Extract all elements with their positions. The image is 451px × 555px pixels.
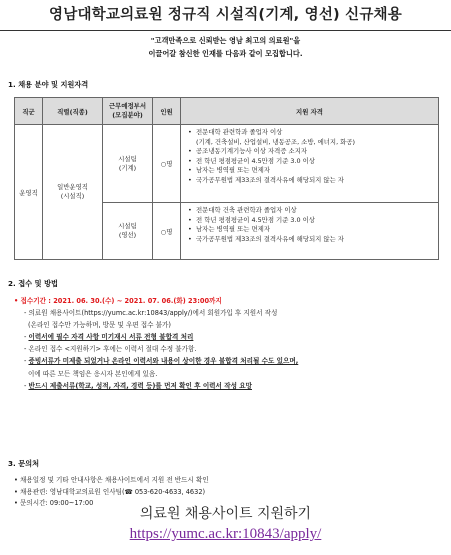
list-item: - 온라인 접수 <지원하기> 후에는 이력서 절대 수정 불가함. <box>24 345 197 354</box>
qualification-item: • 공조냉동기계기능사 이상 자격증 소지자 <box>196 147 434 157</box>
qualification-item: • 남자는 병역필 또는 면제자 <box>196 166 434 176</box>
dept-cell: 시설팀 (기계) <box>103 125 153 203</box>
contact-text: 채용관련: 영남대학교의료원 인사팀(☎ 053-620-4633, 4632) <box>20 487 206 496</box>
count-cell: ○명 <box>153 203 181 260</box>
header-count: 인원 <box>153 98 181 125</box>
table-header-row <box>15 98 439 125</box>
qualification-cell <box>181 125 439 203</box>
qualification-item: • 전문대학 관련학과 졸업자 이상 (기계, 건축설비, 산업설비, 냉동공조, 소방, 에너지, 화공) <box>196 128 434 147</box>
list-item: - 반드시 제출서류(학교, 성적, 자격, 경력 등)를 먼저 확인 후 이력서 작성 요망 <box>24 381 252 390</box>
job-group-cell: 운영직 <box>15 125 43 260</box>
header-job-series: 직렬(직종) <box>43 98 103 125</box>
list-item: • 채용일정 및 기타 안내사항은 채용사이트에서 지원 전 반드시 확인 <box>14 476 209 484</box>
step-text: (온라인 접수만 가능하며, 방문 및 우편 접수 불가) <box>28 321 171 330</box>
step-text: 이에 따른 모든 책임은 응시자 본인에게 있음. <box>28 369 158 378</box>
section-2-heading: 2. 접수 및 방법 <box>8 279 58 288</box>
list-item: - 이력서에 필수 자격 사항 미기재시 서류 전형 불합격 처리 <box>24 333 194 342</box>
list-item: • 문의시간: 09:00~17:00 <box>14 499 94 507</box>
count-cell: ○명 <box>153 125 181 203</box>
step-text: 증빙서류가 미제출 되었거나 온라인 이력서와 내용이 상이한 경우 불합격 처리될 수도 있으며, <box>28 357 299 366</box>
header-job-group: 직군 <box>15 98 43 125</box>
contact-text: 채용일정 및 기타 안내사항은 채용사이트에서 지원 전 반드시 확인 <box>20 476 209 484</box>
qualification-item: • 국가공무원법 제33조의 결격사유에 해당되지 않는 자 <box>196 176 434 186</box>
application-steps <box>14 295 444 392</box>
contact-text: 문의시간: 09:00~17:00 <box>20 499 94 507</box>
job-series-cell: 일반운영직 (시설직) <box>43 125 103 260</box>
section-3-heading: 3. 문의처 <box>8 459 40 468</box>
page-title: 영남대학교의료원 정규직 시설직(기계, 영선) 신규채용 <box>0 0 451 31</box>
qualification-item: • 전문대학 건축 관련학과 졸업자 이상 <box>196 206 434 216</box>
list-item: - 증빙서류가 미제출 되었거나 온라인 이력서와 내용이 상이한 경우 불합격 처리될 수도 있으며, <box>24 357 299 366</box>
list-item: - 의료원 채용사이트(https://yumc.ac.kr:10843/apply/)에서 회원가입 후 지원서 작성 <box>24 309 278 318</box>
qualification-item: • 남자는 병역필 또는 면제자 <box>196 225 434 235</box>
step-text: 온라인 접수 <지원하기> 후에는 이력서 절대 수정 불가함. <box>28 345 197 354</box>
application-period-text: 접수기간 : 2021. 06. 30.(수) ~ 2021. 07. 06.(화) 23:00까지 <box>20 297 222 305</box>
header-qualification: 지원 자격 <box>181 98 439 125</box>
qualification-item: • 국가공무원법 제33조의 결격사유에 해당되지 않는 자 <box>196 235 434 245</box>
intro-text <box>0 34 451 60</box>
intro-line-2: 이끌어갈 참신한 인재를 다음과 같이 모집합니다. <box>148 49 303 58</box>
list-item <box>14 368 444 380</box>
qualification-item: • 전 학년 평점평균이 4.5만점 기준 3.0 이상 <box>196 216 434 226</box>
list-item: • 채용관련: 영남대학교의료원 인사팀(☎ 053-620-4633, 4632) <box>14 487 206 496</box>
job-table <box>14 97 439 260</box>
qualification-item: • 전 학년 평점평균이 4.5만점 기준 3.0 이상 <box>196 157 434 167</box>
dept-cell: 시설팀 (영선) <box>103 203 153 260</box>
step-text: 의료원 채용사이트(https://yumc.ac.kr:10843/apply/)에서 회원가입 후 지원서 작성 <box>28 309 278 318</box>
table-row <box>15 125 439 203</box>
qualification-cell <box>181 203 439 260</box>
step-text: 반드시 제출서류(학교, 성적, 자격, 경력 등)를 먼저 확인 후 이력서 작성 요망 <box>28 381 252 390</box>
step-text: 이력서에 필수 자격 사항 미기재시 서류 전형 불합격 처리 <box>28 333 194 342</box>
recruit-site-title: 의료원 채용사이트 지원하기 <box>139 506 312 522</box>
recruit-site-link[interactable]: https://yumc.ac.kr:10843/apply/ <box>129 526 322 542</box>
list-item <box>14 319 444 331</box>
application-period: • 접수기간 : 2021. 06. 30.(수) ~ 2021. 07. 06.(화) 23:00까지 <box>14 297 222 305</box>
section-1-heading: 1. 채용 분야 및 지원자격 <box>8 80 89 89</box>
header-dept: 근무예정부서 (모집분야) <box>103 98 153 125</box>
intro-line-1: "고객만족으로 신뢰받는 영남 최고의 의료원"을 <box>150 36 301 45</box>
